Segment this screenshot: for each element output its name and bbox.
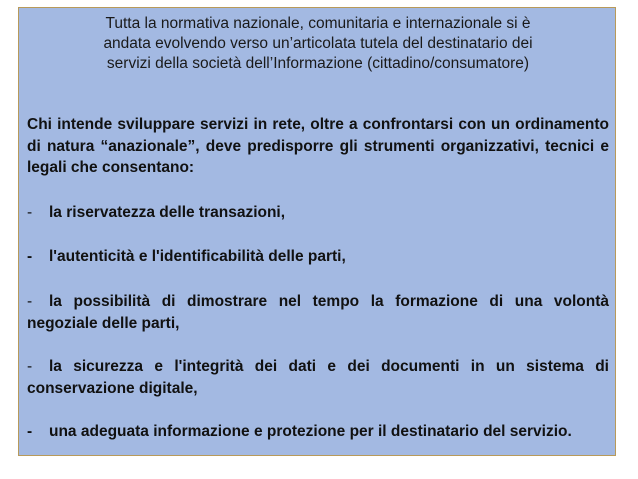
list-item-text: la sicurezza e l'integrità dei dati e dei documenti in un sistema di conservazione digitale, bbox=[27, 358, 609, 397]
list-dash: - bbox=[27, 293, 33, 310]
intro-line-3: servizi della società dell’Informazione (cittadino/consumatore) bbox=[106, 55, 530, 72]
intro-paragraph bbox=[19, 14, 617, 74]
lead-paragraph: Chi intende sviluppare servizi in rete, oltre a confrontarsi con un ordinamento di natura “anazionale”, deve predisporre gli strumenti organizzativi, tecnici e legali che consentano: bbox=[27, 116, 609, 176]
list-item-text: una adeguata informazione e protezione per il destinatario del servizio. bbox=[49, 423, 572, 440]
intro-line-1: Tutta la normativa nazionale, comunitaria e internazionale si è bbox=[105, 15, 531, 32]
intro-line-2: andata evolvendo verso un’articolata tutela del destinatario dei bbox=[103, 35, 533, 52]
list-item-autenticita bbox=[27, 246, 609, 268]
list-item-informazione bbox=[27, 421, 609, 443]
list-item-text: la riservatezza delle transazioni, bbox=[49, 204, 286, 221]
list-item-riservatezza bbox=[27, 202, 609, 224]
list-item-text: l'autenticità e l'identificabilità delle parti, bbox=[49, 248, 346, 265]
slide-text-box bbox=[18, 7, 616, 456]
list-item-text: la possibilità di dimostrare nel tempo la formazione di una volontà negoziale delle parti, bbox=[27, 293, 609, 332]
list-dash: - bbox=[27, 358, 33, 375]
list-dash: - bbox=[27, 248, 33, 265]
list-dash: - bbox=[27, 423, 33, 440]
list-item-volonta-negoziale bbox=[27, 291, 609, 334]
list-dash: - bbox=[27, 204, 33, 221]
list-item-sicurezza bbox=[27, 356, 609, 399]
